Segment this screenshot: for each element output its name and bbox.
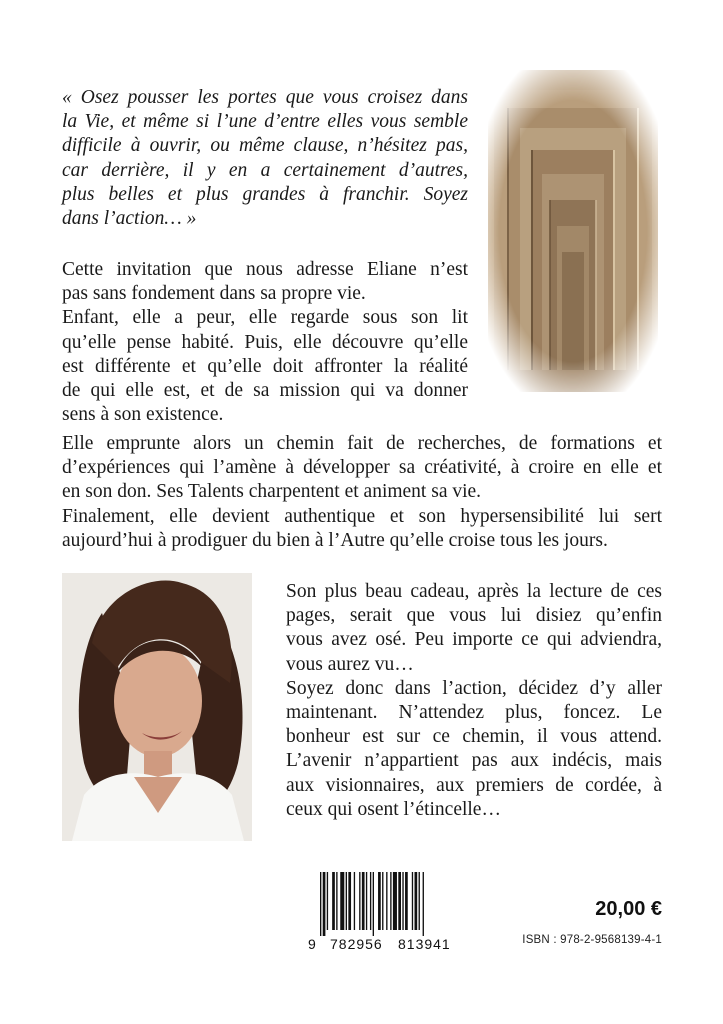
closing-line: aux visionnaires, aux premiers de cordée, à <box>286 774 662 796</box>
barcode-bar <box>405 872 408 930</box>
barcode-bar <box>412 872 413 930</box>
closing-line: vous aurez vu… <box>286 653 414 675</box>
barcode-bar <box>323 872 326 936</box>
quote-line: car derrière, il y en a certainement d’autres, <box>62 159 468 181</box>
barcode-bar <box>346 872 347 930</box>
doorway-illustration <box>488 70 658 392</box>
biography-line: Finalement, elle devient authentique et son hypersensibilité lui sert <box>62 505 662 527</box>
quote-line: plus belles et plus grandes à franchir. Soyez <box>62 183 468 205</box>
author-portrait-illustration <box>62 573 252 841</box>
barcode-bar <box>415 872 418 930</box>
barcode-bar <box>382 872 383 930</box>
barcode-bar <box>378 872 381 930</box>
intro-line: est différente et qu’elle doit affronter la réalité <box>62 355 468 377</box>
barcode-bars <box>316 872 466 936</box>
barcode-bar <box>386 872 387 930</box>
quote-line: « Osez pousser les portes que vous croisez dans <box>62 87 468 108</box>
barcode-bar <box>402 872 403 930</box>
intro-line: Cette invitation que nous adresse Eliane n’est <box>62 259 468 280</box>
barcode-bar <box>340 872 344 930</box>
barcode-bar <box>332 872 335 930</box>
intro-line: qu’elle pense habité. Puis, elle découvre qu’elle <box>62 331 468 353</box>
barcode-bar <box>362 872 365 930</box>
intro-line: sens à son existence. <box>62 404 224 426</box>
quote-line: difficile à ouvrir, ou même clause, n’hésitez pas, <box>62 135 468 157</box>
barcode-bar <box>370 872 371 930</box>
intro-line: Enfant, elle a peur, elle regarde sous son lit <box>62 307 468 329</box>
quote-line: la Vie, et même si l’une d’entre elles vous semble <box>62 111 468 133</box>
closing-line: vous avez osé. Peu importe ce qui adviendra, <box>286 629 662 651</box>
isbn-barcode <box>308 872 466 954</box>
barcode-bar <box>419 872 420 930</box>
barcode-bar <box>359 872 360 930</box>
barcode-first-digit: 9 <box>308 936 317 952</box>
isbn-label: ISBN : 978-2-9568139-4-1 <box>522 934 662 946</box>
barcode-bar <box>398 872 401 930</box>
closing-line: maintenant. N’attendez plus, foncez. Le <box>286 702 662 724</box>
barcode-bar <box>327 872 328 930</box>
intro-paragraph <box>62 258 468 427</box>
barcode-bar <box>348 872 351 930</box>
closing-line: L’avenir n’appartient pas aux indécis, mais <box>286 750 662 772</box>
closing-line: pages, serait que vous lui disiez qu’enfin <box>286 605 662 627</box>
biography-line: aujourd’hui à prodiguer du bien à l’Autre qu’elle croise tous les jours. <box>62 529 608 551</box>
barcode-bar <box>423 872 424 936</box>
closing-line: Soyez donc dans l’action, décidez d’y aller <box>286 677 662 699</box>
intro-line: pas sans fondement dans sa propre vie. <box>62 283 366 305</box>
closing-line: bonheur est sur ce chemin, il vous attend. <box>286 726 662 748</box>
biography-paragraph <box>62 432 662 553</box>
barcode-bar <box>336 872 337 930</box>
author-portrait <box>62 573 252 841</box>
barcode-bar <box>390 872 391 930</box>
barcode-bar <box>373 872 374 936</box>
biography-line: d’expériences qui l’amène à développer sa créativité, à croire en elle et <box>62 457 662 479</box>
quote-line: dans l’action… » <box>62 208 197 230</box>
closing-line: Son plus beau cadeau, après la lecture de ces <box>286 581 662 602</box>
barcode-left-group: 782956 <box>330 936 383 952</box>
barcode-bar <box>354 872 355 930</box>
barcode-right-group: 813941 <box>398 936 451 952</box>
closing-paragraph <box>286 580 662 822</box>
price-label: 20,00 € <box>595 898 662 920</box>
biography-line: Elle emprunte alors un chemin fait de recherches, de formations et <box>62 433 662 454</box>
intro-line: de qui elle est, et de sa mission qui va donner <box>62 380 468 402</box>
closing-line: ceux qui osent l’étincelle… <box>286 798 501 820</box>
biography-line: en son don. Ses Talents charpentent et animent sa vie. <box>62 481 482 503</box>
barcode-bar <box>366 872 367 930</box>
barcode-bar <box>393 872 397 930</box>
barcode-bar <box>320 872 321 936</box>
opening-quote <box>62 86 468 231</box>
doorway-photo <box>488 70 658 392</box>
